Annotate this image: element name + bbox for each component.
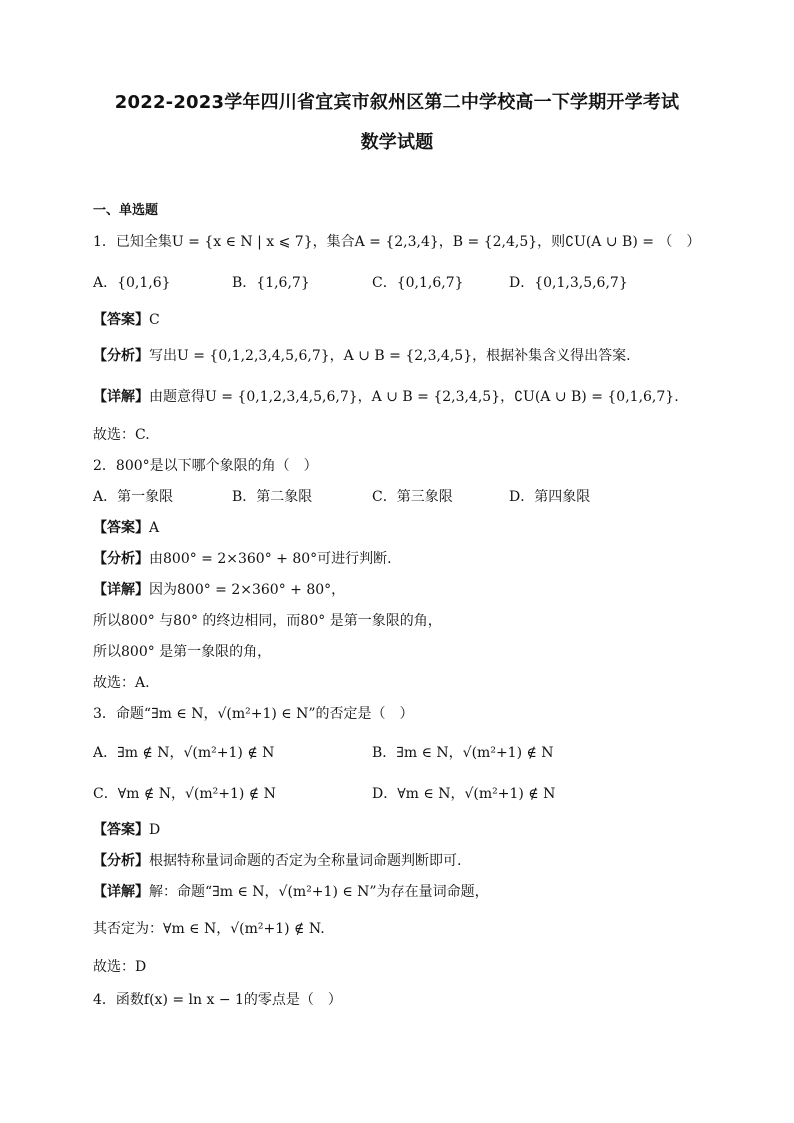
q3-option-d: D．∀m ∈ N，√(m²+1) ∉ N xyxy=(372,786,556,802)
q1-analysis xyxy=(93,346,631,366)
q1-detail-text: 由题意得U = {0,1,2,3,4,5,6,7}，A ∪ B = {2,3,4,5}，∁U(A ∪ B) = {0,1,6,7}. xyxy=(149,389,679,405)
q1-analysis-text: 写出U = {0,1,2,3,4,5,6,7}，A ∪ B = {2,3,4,5}，根据补集含义得出答案. xyxy=(149,348,631,364)
q1-detail xyxy=(93,387,679,407)
q1-option-b: B．{1,6,7} xyxy=(232,275,310,291)
q2-answer xyxy=(93,518,159,538)
answer-tag: 【答案】 xyxy=(93,822,149,838)
q3-option-c: C．∀m ∉ N，√(m²+1) ∉ N xyxy=(93,786,276,802)
q3-analysis xyxy=(93,851,461,871)
q3-conclusion: 故选：D xyxy=(93,959,147,975)
q3-detail xyxy=(93,882,489,902)
q3-answer-value: D xyxy=(149,822,161,838)
q2-option-a: A．第一象限 xyxy=(93,489,174,505)
q3-option-b: B．∃m ∈ N，√(m²+1) ∉ N xyxy=(372,745,554,761)
q3-answer xyxy=(93,820,160,840)
q1-option-c: C．{0,1,6,7} xyxy=(372,275,464,291)
q2-conclusion: 故选：A. xyxy=(93,675,150,691)
q2-option-d: D．第四象限 xyxy=(509,489,591,505)
q4-stem: 4．函数f(x) = ln x − 1的零点是（ ） xyxy=(93,992,342,1008)
q3-detail-text: 解：命题“∃m ∈ N，√(m²+1) ∈ N”为存在量词命题， xyxy=(149,884,489,900)
q1-conclusion: 故选：C. xyxy=(93,427,150,443)
detail-tag: 【详解】 xyxy=(93,389,149,405)
q3-detail-line-2: 其否定为：∀m ∈ N，√(m²+1) ∉ N. xyxy=(93,921,325,937)
q2-option-b: B．第二象限 xyxy=(232,489,313,505)
analysis-tag: 【分析】 xyxy=(93,551,149,567)
document-title-line-2: 数学试题 xyxy=(360,132,434,153)
q2-detail xyxy=(93,580,345,600)
q3-option-a: A．∃m ∉ N，√(m²+1) ∉ N xyxy=(93,745,275,761)
q1-answer-value: C xyxy=(149,312,160,328)
detail-tag: 【详解】 xyxy=(93,884,149,900)
q2-stem: 2．800°是以下哪个象限的角（ ） xyxy=(93,458,318,474)
q2-option-c: C．第三象限 xyxy=(372,489,453,505)
q1-option-d: D．{0,1,3,5,6,7} xyxy=(509,275,628,291)
q2-detail-line-2: 所以800° 与80° 的终边相同，而80° 是第一象限的角， xyxy=(93,613,442,629)
analysis-tag: 【分析】 xyxy=(93,348,149,364)
document-title-line-1: 2022-2023学年四川省宜宾市叙州区第二中学校高一下学期开学考试 xyxy=(114,92,680,113)
q1-stem: 1．已知全集U = {x ∈ N | x ⩽ 7}，集合A = {2,3,4}，B = {2,4,5}，则∁U(A ∪ B) = （ ） xyxy=(93,234,701,250)
answer-tag: 【答案】 xyxy=(93,312,149,328)
section-heading: 一、单选题 xyxy=(93,203,159,218)
q2-analysis-text: 由800° = 2×360° + 80°可进行判断. xyxy=(149,551,392,567)
q2-answer-value: A xyxy=(149,520,160,536)
q2-analysis xyxy=(93,549,392,569)
q2-detail-line-3: 所以800° 是第一象限的角， xyxy=(93,644,272,660)
q2-detail-text: 因为800° = 2×360° + 80°， xyxy=(149,582,346,598)
q1-answer xyxy=(93,310,160,330)
q1-option-a: A．{0,1,6} xyxy=(93,275,171,291)
answer-tag: 【答案】 xyxy=(93,520,149,536)
analysis-tag: 【分析】 xyxy=(93,853,149,869)
q3-analysis-text: 根据特称量词命题的否定为全称量词命题判断即可. xyxy=(149,853,462,869)
q3-stem: 3．命题“∃m ∈ N，√(m²+1) ∈ N”的否定是（ ） xyxy=(93,706,414,722)
detail-tag: 【详解】 xyxy=(93,582,149,598)
